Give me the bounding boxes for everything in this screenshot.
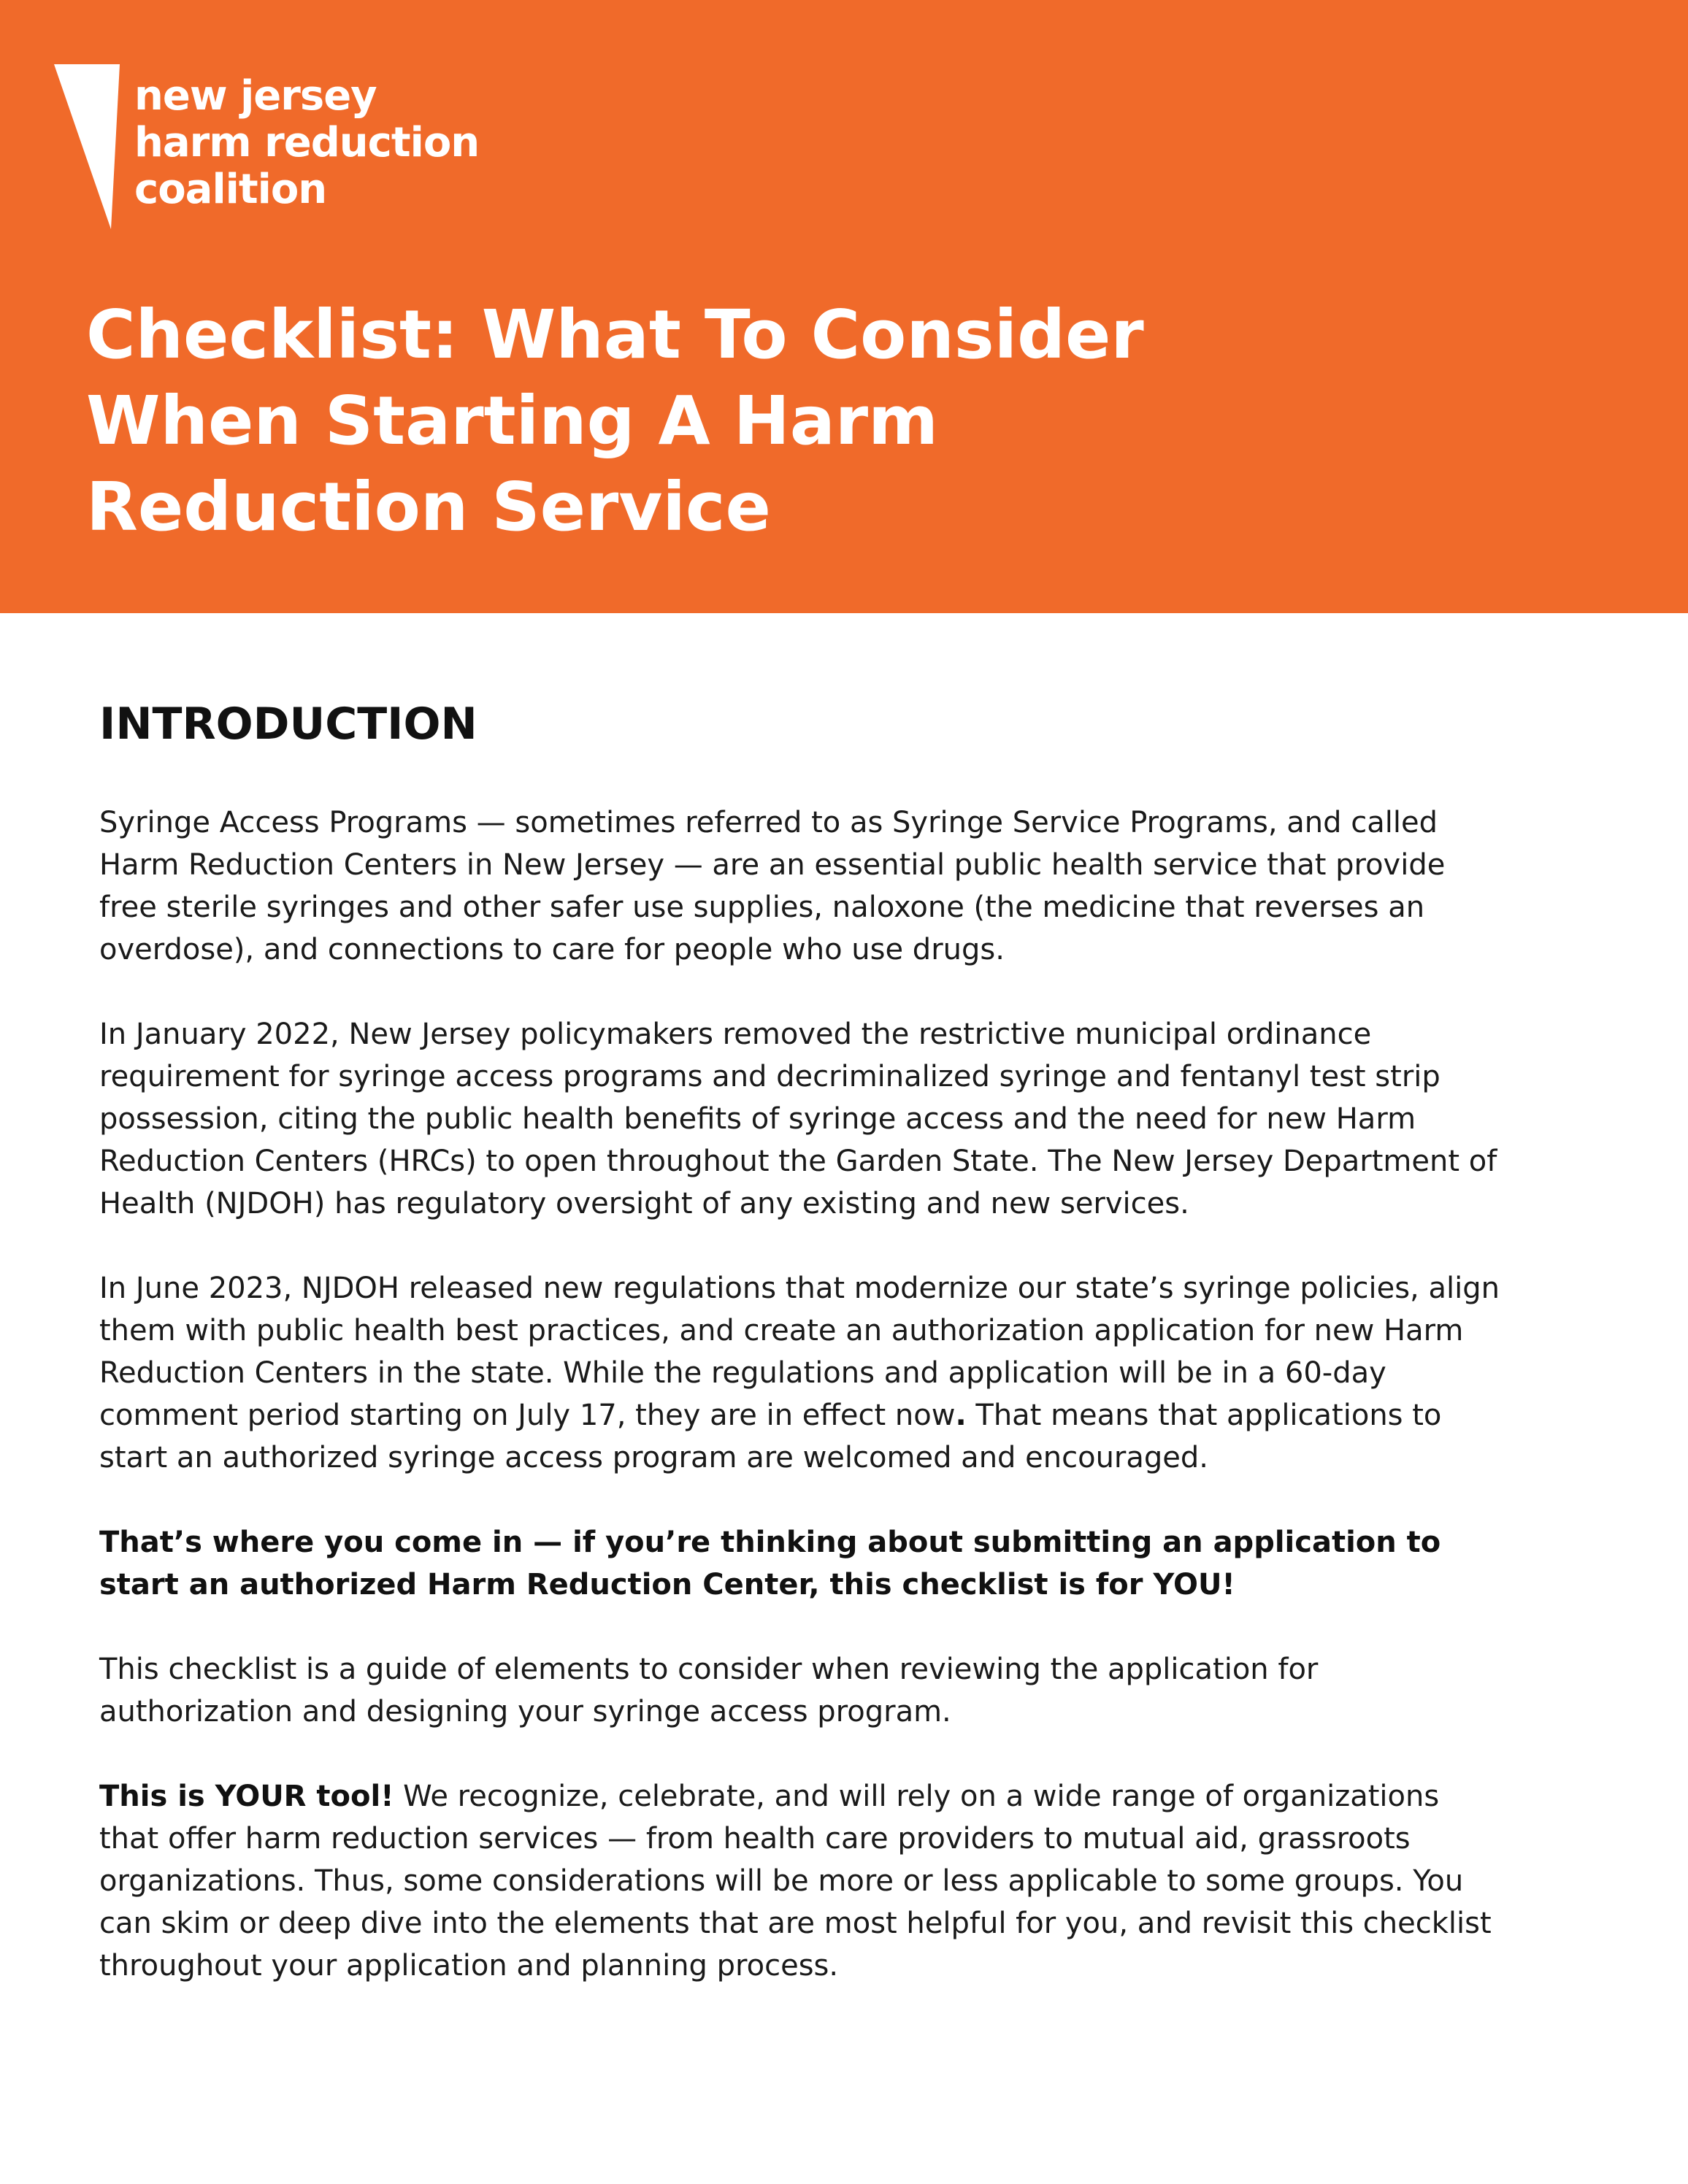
title-line-2: When Starting A Harm	[86, 382, 939, 460]
paragraph-checklist-guide: This checklist is a guide of elements to consider when reviewing the application for authorization and designing your syringe access program.	[99, 1653, 1319, 1729]
paragraph-your-tool	[99, 1775, 1501, 1987]
paragraph-january-2022: In January 2022, New Jersey policymakers removed the restrictive municipal ordinance requirement for syringe access programs and decriminalized syringe and fentanyl test strip possession, citing the public health benefits of syringe access and the need for new Harm Reduction Centers (HRCs) to open throughout the Garden State. The New Jersey Department of Health (NJDOH) has regulatory oversight of any existing and new services.	[99, 1018, 1497, 1220]
title-line-1: Checklist: What To Consider	[86, 296, 1144, 374]
paragraph-syringe-access: Syringe Access Programs — sometimes referred to as Syringe Service Programs, and called Harm Reduction Centers in New Jersey — are an essential public health service that provide free sterile syringes and other safer use supplies, naloxone (the medicine that reverses an overdose), and connections to care for people who use drugs.	[99, 806, 1446, 966]
section-heading: INTRODUCTION	[99, 699, 477, 750]
logo-triangle-icon	[54, 64, 120, 229]
title-line-3: Reduction Service	[86, 468, 771, 546]
paragraph-call-to-action: That’s where you come in — if you’re thinking about submitting an application to start an authorized Harm Reduction Center, this checklist is for YOU!	[99, 1526, 1441, 1602]
logo-wordmark	[134, 73, 479, 213]
paragraph-june-2023-bold-period: .	[955, 1399, 967, 1432]
intro-section	[99, 695, 1501, 2029]
logo-line-3: coalition	[134, 166, 327, 213]
logo-line-1: new jersey	[134, 72, 377, 120]
paragraph-june-2023	[99, 1267, 1501, 1479]
paragraph-june-2023-text: In June 2023, NJDOH released new regulations that modernize our state’s syringe policies, align them with public health best practices, and create an authorization application for new Harm Reduction Centers in the state. While the regulations and application will be in a 60-day comment period starting on July 17, they are in effect now	[99, 1272, 1500, 1432]
header-banner	[0, 0, 1688, 613]
your-tool-emphasis: This is YOUR tool!	[99, 1780, 394, 1813]
your-tool-text: We recognize, celebrate, and will rely on a wide range of organizations that offer harm reduction services — from health care providers to mutual aid, grassroots organizations. Thus, some considerations will be more or less applicable to some groups. You can skim or deep dive into the elements that are most helpful for you, and revisit this checklist throughout your application and planning process.	[99, 1780, 1492, 1983]
document-title	[86, 292, 1254, 550]
paragraph-june-2023-text-end: That means that applications to start an authorized syringe access program are welcomed and encouraged.	[99, 1399, 1442, 1474]
logo-line-2: harm reduction	[134, 119, 480, 166]
